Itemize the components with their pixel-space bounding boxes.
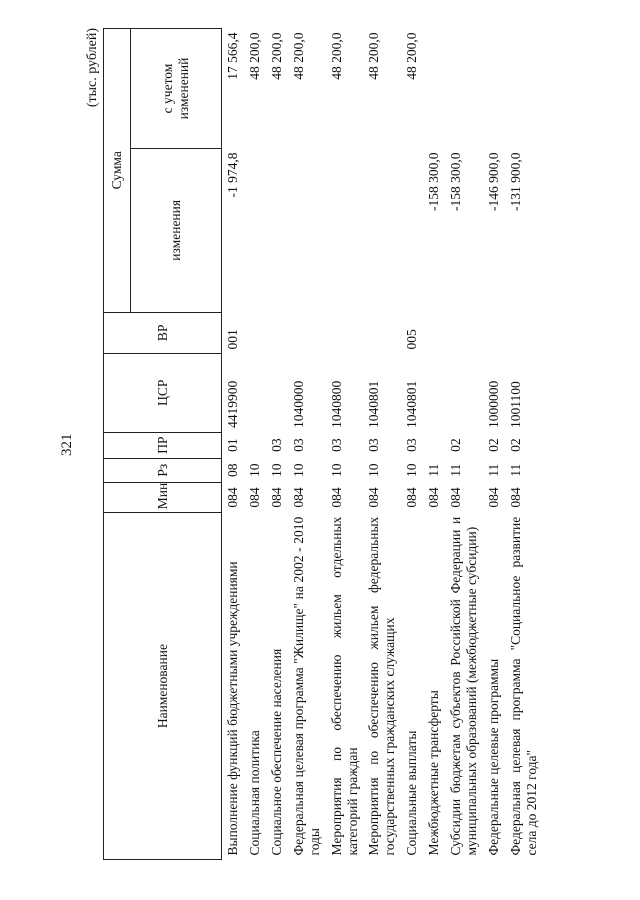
- row-csr: 1040800: [328, 380, 344, 429]
- budget-table: [103, 28, 543, 860]
- header-vr: ВР: [104, 312, 222, 353]
- row-name: Федеральная целевая программа "Социальное развитие села до 2012 года": [507, 516, 539, 856]
- row-name: Социальное обеспечение населения: [268, 648, 284, 856]
- row-vr: [326, 312, 364, 353]
- row-rz: 11: [448, 463, 464, 477]
- header-with-changes: с учетом изменений: [131, 29, 222, 149]
- row-rz: 10: [328, 463, 344, 477]
- row-change: -158 300,0: [426, 152, 442, 211]
- row-pr: [244, 432, 266, 458]
- table-row: [326, 29, 364, 860]
- row-pr: 03: [366, 438, 382, 452]
- row-pr: [423, 432, 445, 458]
- row-change: -1 974,8: [225, 152, 240, 198]
- row-min: 084: [225, 487, 240, 508]
- row-rz: 11: [485, 463, 501, 477]
- header-rz: Рз: [104, 458, 222, 482]
- row-rz: 11: [426, 463, 442, 477]
- table-row: [266, 29, 288, 860]
- row-change: -158 300,0: [448, 152, 464, 211]
- header-change: изменения: [131, 149, 222, 313]
- row-total: [505, 29, 543, 149]
- table-row: [363, 29, 401, 860]
- row-pr: 03: [404, 438, 420, 452]
- row-rz: 10: [366, 463, 382, 477]
- row-change: -146 900,0: [485, 152, 501, 211]
- row-vr: [266, 312, 288, 353]
- row-total: 48 200,0: [328, 32, 344, 80]
- row-csr: 1001100: [507, 381, 523, 429]
- row-name: Субсидии бюджетам субъектов Российской Федерации и муниципальных образований (межбюджетные субсидии): [448, 516, 480, 856]
- row-pr: 02: [507, 438, 523, 452]
- row-min: 084: [246, 487, 262, 508]
- row-change: [326, 149, 364, 313]
- row-pr: 03: [290, 438, 306, 452]
- row-vr: [288, 312, 326, 353]
- row-total: [445, 29, 483, 149]
- rotated-page: [18, 18, 618, 878]
- table-row: [445, 29, 483, 860]
- row-rz: 10: [246, 463, 262, 477]
- row-min: 084: [448, 487, 464, 508]
- row-csr: 1040801: [366, 380, 382, 429]
- row-name: Социальные выплаты: [404, 730, 420, 856]
- row-min: 084: [404, 487, 420, 508]
- row-csr: 1040000: [290, 380, 306, 429]
- row-min: 084: [507, 487, 523, 508]
- row-change: [266, 149, 288, 313]
- row-name: Выполнение функций бюджетными учреждениями: [225, 561, 240, 856]
- row-vr: 005: [404, 329, 420, 350]
- row-name: Мероприятия по обеспечению жильем отдельных категорий граждан: [328, 516, 360, 856]
- row-total: 48 200,0: [246, 32, 262, 80]
- header-name: Наименование: [104, 513, 222, 860]
- row-csr: [266, 354, 288, 433]
- row-total: [423, 29, 445, 149]
- row-total: 48 200,0: [366, 32, 382, 80]
- row-vr: [483, 312, 505, 353]
- table-row: [401, 29, 423, 860]
- row-change: [244, 149, 266, 313]
- row-name: Мероприятия по обеспечению жильем федеральных государственных гражданских служащих: [366, 516, 398, 856]
- row-min: 084: [426, 487, 442, 508]
- header-min: Мин: [104, 482, 222, 513]
- row-vr: [445, 312, 483, 353]
- row-csr: 1000000: [485, 380, 501, 429]
- row-pr: 02: [485, 438, 501, 452]
- row-vr: 001: [225, 329, 240, 350]
- table-body: [222, 29, 543, 860]
- table-row: [244, 29, 266, 860]
- page-number: 321: [59, 433, 75, 456]
- row-rz: 08: [225, 463, 240, 477]
- row-pr: 01: [225, 438, 240, 452]
- table-row: [505, 29, 543, 860]
- row-name: Межбюджетные трансферты: [426, 690, 442, 856]
- row-name: Федеральные целевые программы: [485, 658, 501, 856]
- row-vr: [423, 312, 445, 353]
- row-total: 48 200,0: [404, 32, 420, 80]
- row-csr: [423, 354, 445, 433]
- row-change: [288, 149, 326, 313]
- row-total: 48 200,0: [290, 32, 306, 80]
- header-pr: ПР: [104, 432, 222, 458]
- table-row: [483, 29, 505, 860]
- row-change: [401, 149, 423, 313]
- row-total: 17 566,4: [225, 32, 240, 80]
- row-pr: 02: [448, 438, 464, 452]
- table-row: [423, 29, 445, 860]
- row-vr: [244, 312, 266, 353]
- row-csr: 1040801: [404, 380, 420, 429]
- row-vr: [363, 312, 401, 353]
- row-name: Федеральная целевая программа "Жилище" на 2002 - 2010 годы: [290, 516, 322, 856]
- row-csr: 4419900: [225, 380, 240, 429]
- row-rz: 10: [404, 463, 420, 477]
- row-change: -131 900,0: [507, 152, 523, 211]
- header-sum: Сумма: [104, 29, 131, 313]
- row-min: 084: [366, 487, 382, 508]
- row-min: 084: [328, 487, 344, 508]
- row-pr: 03: [328, 438, 344, 452]
- row-min: 084: [290, 487, 306, 508]
- row-vr: [505, 312, 543, 353]
- units-label: (тыс. рублей): [85, 28, 100, 108]
- row-total: 48 200,0: [268, 32, 284, 80]
- row-rz: 10: [268, 463, 284, 477]
- row-total: [483, 29, 505, 149]
- row-rz: 10: [290, 463, 306, 477]
- table-row: [222, 29, 244, 860]
- row-change: [363, 149, 401, 313]
- row-rz: 11: [507, 463, 523, 477]
- header-csr: ЦСР: [104, 354, 222, 433]
- table-row: [288, 29, 326, 860]
- row-min: 084: [485, 487, 501, 508]
- row-name: Социальная политика: [246, 730, 262, 856]
- row-csr: [445, 354, 483, 433]
- row-pr: 03: [268, 438, 284, 452]
- row-csr: [244, 354, 266, 433]
- row-min: 084: [268, 487, 284, 508]
